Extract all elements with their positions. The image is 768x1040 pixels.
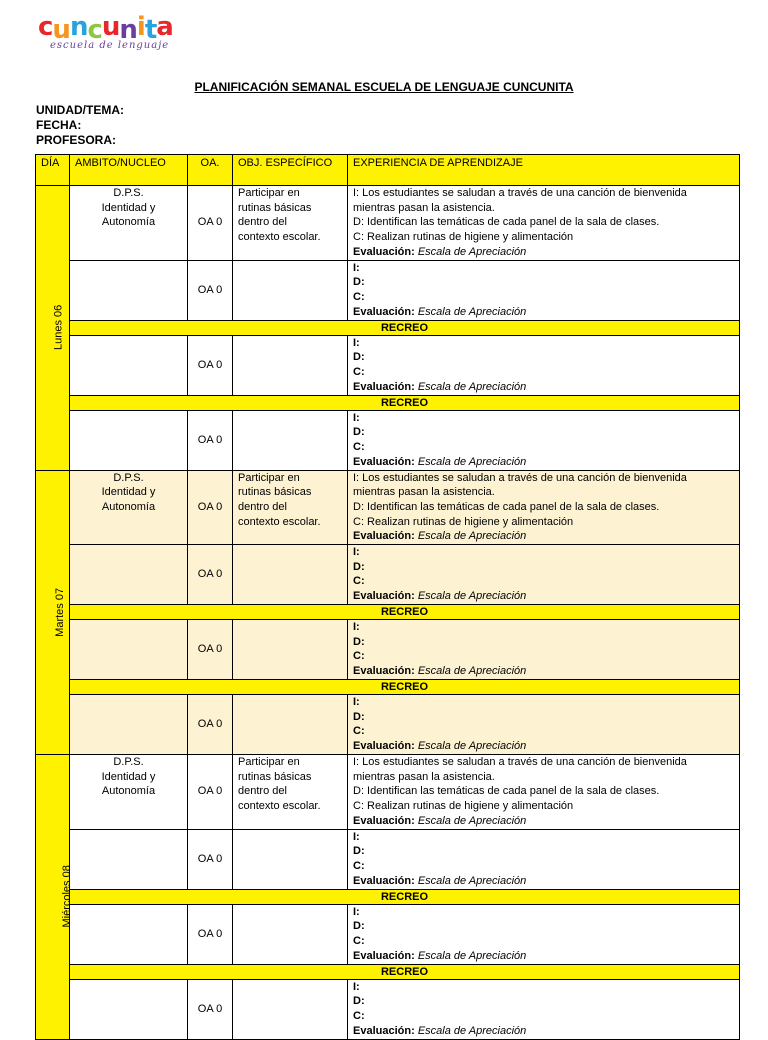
col-exp-label: EXPERIENCIA DE APRENDIZAJE bbox=[353, 157, 523, 169]
logo-letter: c bbox=[38, 12, 53, 42]
evaluacion-label: Evaluación: bbox=[353, 590, 415, 603]
recreo-cell bbox=[70, 320, 740, 335]
text-line: Identidad y bbox=[101, 770, 156, 783]
day-label: Martes 07 bbox=[54, 587, 67, 637]
recreo-cell bbox=[70, 605, 740, 620]
recreo-row bbox=[36, 964, 740, 979]
desarrollo-label: D: bbox=[353, 920, 365, 933]
oa-cell bbox=[188, 186, 233, 261]
exp-cell bbox=[348, 335, 740, 395]
ambito-cell bbox=[70, 470, 188, 545]
col-ambito bbox=[70, 155, 188, 186]
slot-row bbox=[36, 829, 740, 889]
obj-cell bbox=[233, 979, 348, 1039]
evaluacion-label: Evaluación: bbox=[353, 1024, 415, 1037]
evaluacion-value: Escala de Apreciación bbox=[417, 305, 527, 318]
recreo-label: RECREO bbox=[380, 890, 429, 903]
exp-cell bbox=[348, 470, 740, 545]
obj-cell bbox=[233, 755, 348, 830]
slot-row bbox=[36, 260, 740, 320]
logo-letter: i bbox=[136, 12, 145, 42]
col-ambito-label: AMBITO/NUCLEO bbox=[75, 157, 166, 169]
recreo-cell bbox=[70, 395, 740, 410]
recreo-row bbox=[36, 320, 740, 335]
col-dia bbox=[36, 155, 70, 186]
text-line: C: Realizan rutinas de higiene y alimentación bbox=[353, 800, 574, 813]
text-line: D: Identifican las temáticas de cada panel de la sala de clases. bbox=[353, 500, 660, 513]
evaluacion-value: Escala de Apreciación bbox=[417, 740, 527, 753]
inicio-label: I: bbox=[353, 905, 360, 918]
exp-cell bbox=[348, 695, 740, 755]
text-line: D.P.S. bbox=[113, 471, 144, 484]
slot-row bbox=[36, 410, 740, 470]
col-exp bbox=[348, 155, 740, 186]
text-line: Autonomía bbox=[101, 216, 156, 229]
text-line: dentro del bbox=[238, 216, 287, 229]
text-line: contexto escolar. bbox=[238, 231, 321, 244]
oa-value: OA 0 bbox=[197, 216, 223, 229]
oa-value: OA 0 bbox=[197, 852, 223, 865]
oa-cell bbox=[188, 620, 233, 680]
text-line: D.P.S. bbox=[113, 187, 144, 199]
oa-value: OA 0 bbox=[197, 785, 223, 798]
text-line: contexto escolar. bbox=[238, 800, 321, 813]
evaluacion-line bbox=[353, 529, 734, 544]
text-line: C: Realizan rutinas de higiene y alimentación bbox=[353, 515, 574, 528]
text-line: D.P.S. bbox=[113, 756, 144, 769]
cuncunita-logo bbox=[36, 12, 176, 52]
recreo-label: RECREO bbox=[380, 681, 429, 694]
exp-cell bbox=[348, 904, 740, 964]
slot-row bbox=[36, 755, 740, 830]
col-dia-label: DÍA bbox=[41, 157, 60, 169]
slot-row bbox=[36, 979, 740, 1039]
fecha-label: FECHA: bbox=[36, 118, 82, 132]
ambito-cell bbox=[70, 335, 188, 395]
col-oa bbox=[188, 155, 233, 186]
evaluacion-label: Evaluación: bbox=[353, 530, 415, 543]
evaluacion-label: Evaluación: bbox=[353, 455, 415, 468]
oa-cell bbox=[188, 470, 233, 545]
logo-letter: u bbox=[52, 15, 70, 45]
text-line: Autonomía bbox=[101, 785, 156, 798]
oa-cell bbox=[188, 755, 233, 830]
evaluacion-line bbox=[353, 305, 734, 320]
slot-row bbox=[36, 470, 740, 545]
obj-cell bbox=[233, 186, 348, 261]
evaluacion-label: Evaluación: bbox=[353, 814, 415, 827]
inicio-label: I: bbox=[353, 336, 360, 349]
text-line: dentro del bbox=[238, 500, 287, 513]
inicio-label: I: bbox=[353, 830, 360, 843]
evaluacion-line bbox=[353, 664, 734, 679]
evaluacion-line bbox=[353, 874, 734, 889]
obj-cell bbox=[233, 620, 348, 680]
recreo-row bbox=[36, 605, 740, 620]
text-line: Participar en bbox=[238, 471, 300, 484]
page-title: PLANIFICACIÓN SEMANAL ESCUELA DE LENGUAJE CUNCUNITA bbox=[194, 80, 574, 94]
slot-row bbox=[36, 695, 740, 755]
text-line: rutinas básicas bbox=[238, 201, 312, 214]
day-label: Miércoles 08 bbox=[60, 865, 73, 928]
day-cell bbox=[36, 755, 73, 1040]
evaluacion-value: Escala de Apreciación bbox=[417, 380, 527, 393]
ambito-cell bbox=[70, 829, 188, 889]
text-line: mientras pasan la asistencia. bbox=[353, 201, 495, 214]
obj-cell bbox=[233, 410, 348, 470]
text-line: Identidad y bbox=[101, 201, 156, 214]
evaluacion-value: Escala de Apreciación bbox=[417, 874, 527, 887]
ambito-cell bbox=[70, 695, 188, 755]
cierre-label: C: bbox=[353, 650, 365, 663]
oa-value: OA 0 bbox=[197, 283, 223, 296]
oa-value: OA 0 bbox=[197, 643, 223, 656]
obj-cell bbox=[233, 904, 348, 964]
text-line: I: Los estudiantes se saludan a través de una canción de bienvenida bbox=[353, 756, 687, 769]
evaluacion-line bbox=[353, 949, 734, 964]
evaluacion-label: Evaluación: bbox=[353, 305, 415, 318]
evaluacion-value: Escala de Apreciación bbox=[417, 530, 527, 543]
exp-cell bbox=[348, 410, 740, 470]
evaluacion-label: Evaluación: bbox=[353, 245, 415, 258]
oa-cell bbox=[188, 410, 233, 470]
evaluacion-value: Escala de Apreciación bbox=[417, 1024, 527, 1037]
recreo-row bbox=[36, 680, 740, 695]
logo-letter: n bbox=[69, 12, 88, 42]
meta-block bbox=[36, 103, 124, 148]
oa-value: OA 0 bbox=[197, 1002, 223, 1015]
exp-cell bbox=[348, 620, 740, 680]
cierre-label: C: bbox=[353, 440, 365, 453]
obj-cell bbox=[233, 335, 348, 395]
logo-letter: t bbox=[144, 15, 157, 45]
text-line: dentro del bbox=[238, 785, 287, 798]
desarrollo-label: D: bbox=[353, 710, 365, 723]
ambito-cell bbox=[70, 620, 188, 680]
logo-letter: u bbox=[101, 12, 120, 42]
ambito-cell bbox=[70, 545, 188, 605]
evaluacion-label: Evaluación: bbox=[353, 949, 415, 962]
oa-value: OA 0 bbox=[197, 433, 223, 446]
text-line: Participar en bbox=[238, 187, 300, 199]
exp-cell bbox=[348, 186, 740, 261]
ambito-cell bbox=[70, 979, 188, 1039]
cierre-label: C: bbox=[353, 859, 365, 872]
oa-cell bbox=[188, 695, 233, 755]
cierre-label: C: bbox=[353, 725, 365, 738]
cierre-label: C: bbox=[353, 1009, 365, 1022]
cierre-label: C: bbox=[353, 365, 365, 378]
recreo-cell bbox=[70, 889, 740, 904]
evaluacion-line bbox=[353, 739, 734, 754]
ambito-cell bbox=[70, 755, 188, 830]
text-line: D: Identifican las temáticas de cada panel de la sala de clases. bbox=[353, 216, 660, 229]
text-line: Participar en bbox=[238, 756, 300, 769]
text-line: Autonomía bbox=[101, 500, 156, 513]
inicio-label: I: bbox=[353, 696, 360, 709]
evaluacion-line bbox=[353, 589, 734, 604]
ambito-cell bbox=[70, 904, 188, 964]
evaluacion-value: Escala de Apreciación bbox=[417, 949, 527, 962]
ambito-cell bbox=[70, 186, 188, 261]
desarrollo-label: D: bbox=[353, 560, 365, 573]
oa-cell bbox=[188, 545, 233, 605]
oa-cell bbox=[188, 904, 233, 964]
slot-row bbox=[36, 545, 740, 605]
evaluacion-value: Escala de Apreciación bbox=[417, 590, 527, 603]
recreo-label: RECREO bbox=[380, 321, 429, 334]
obj-cell bbox=[233, 695, 348, 755]
ambito-cell bbox=[70, 410, 188, 470]
text-line: C: Realizan rutinas de higiene y alimentación bbox=[353, 231, 574, 244]
text-line: rutinas básicas bbox=[238, 770, 312, 783]
text-line: D: Identifican las temáticas de cada panel de la sala de clases. bbox=[353, 785, 660, 798]
inicio-label: I: bbox=[353, 980, 360, 993]
text-line: I: Los estudiantes se saludan a través de una canción de bienvenida bbox=[353, 187, 687, 199]
oa-value: OA 0 bbox=[197, 358, 223, 371]
text-line: I: Los estudiantes se saludan a través de una canción de bienvenida bbox=[353, 471, 687, 484]
obj-cell bbox=[233, 829, 348, 889]
text-line: contexto escolar. bbox=[238, 515, 321, 528]
desarrollo-label: D: bbox=[353, 845, 365, 858]
text-line: Identidad y bbox=[101, 486, 156, 499]
inicio-label: I: bbox=[353, 546, 360, 559]
evaluacion-label: Evaluación: bbox=[353, 665, 415, 678]
inicio-label: I: bbox=[353, 411, 360, 424]
slot-row bbox=[36, 335, 740, 395]
obj-cell bbox=[233, 545, 348, 605]
table-header-row bbox=[36, 155, 740, 186]
ambito-cell bbox=[70, 260, 188, 320]
recreo-cell bbox=[70, 964, 740, 979]
text-line: mientras pasan la asistencia. bbox=[353, 486, 495, 499]
oa-value: OA 0 bbox=[197, 718, 223, 731]
exp-cell bbox=[348, 979, 740, 1039]
evaluacion-label: Evaluación: bbox=[353, 874, 415, 887]
day-cell bbox=[36, 470, 70, 755]
weekly-plan-table bbox=[35, 154, 740, 1040]
evaluacion-value: Escala de Apreciación bbox=[417, 455, 527, 468]
desarrollo-label: D: bbox=[353, 635, 365, 648]
exp-cell bbox=[348, 755, 740, 830]
col-obj-label: OBJ. ESPECÍFICO bbox=[238, 157, 333, 169]
unidad-label: UNIDAD/TEMA: bbox=[36, 103, 124, 117]
desarrollo-label: D: bbox=[353, 995, 365, 1008]
col-obj bbox=[233, 155, 348, 186]
cierre-label: C: bbox=[353, 290, 365, 303]
text-line: rutinas básicas bbox=[238, 486, 312, 499]
recreo-cell bbox=[70, 680, 740, 695]
oa-cell bbox=[188, 335, 233, 395]
day-label: Lunes 06 bbox=[52, 305, 65, 351]
evaluacion-line bbox=[353, 814, 734, 829]
evaluacion-value: Escala de Apreciación bbox=[417, 245, 527, 258]
obj-cell bbox=[233, 260, 348, 320]
exp-cell bbox=[348, 829, 740, 889]
logo-letter: a bbox=[156, 12, 173, 42]
inicio-label: I: bbox=[353, 621, 360, 634]
exp-cell bbox=[348, 260, 740, 320]
evaluacion-value: Escala de Apreciación bbox=[417, 665, 527, 678]
day-cell bbox=[36, 186, 70, 471]
evaluacion-line bbox=[353, 380, 734, 395]
oa-cell bbox=[188, 829, 233, 889]
exp-cell bbox=[348, 545, 740, 605]
logo-subtitle: escuela de lenguaje bbox=[50, 40, 170, 51]
recreo-label: RECREO bbox=[380, 396, 429, 409]
evaluacion-label: Evaluación: bbox=[353, 740, 415, 753]
profesora-label: PROFESORA: bbox=[36, 133, 117, 147]
recreo-row bbox=[36, 889, 740, 904]
logo-letter: c bbox=[87, 15, 102, 45]
logo-letter: n bbox=[119, 15, 137, 45]
oa-cell bbox=[188, 979, 233, 1039]
cierre-label: C: bbox=[353, 934, 365, 947]
oa-value: OA 0 bbox=[197, 568, 223, 581]
cierre-label: C: bbox=[353, 575, 365, 588]
evaluacion-line bbox=[353, 455, 734, 470]
obj-cell bbox=[233, 470, 348, 545]
desarrollo-label: D: bbox=[353, 351, 365, 364]
evaluacion-line bbox=[353, 245, 734, 260]
evaluacion-value: Escala de Apreciación bbox=[417, 814, 527, 827]
desarrollo-label: D: bbox=[353, 426, 365, 439]
oa-value: OA 0 bbox=[197, 500, 223, 513]
evaluacion-line bbox=[353, 1024, 734, 1039]
slot-row bbox=[36, 620, 740, 680]
recreo-label: RECREO bbox=[380, 965, 429, 978]
oa-value: OA 0 bbox=[197, 927, 223, 940]
slot-row bbox=[36, 904, 740, 964]
slot-row bbox=[36, 186, 740, 261]
evaluacion-label: Evaluación: bbox=[353, 380, 415, 393]
recreo-row bbox=[36, 395, 740, 410]
inicio-label: I: bbox=[353, 261, 360, 274]
recreo-label: RECREO bbox=[380, 606, 429, 619]
oa-cell bbox=[188, 260, 233, 320]
text-line: mientras pasan la asistencia. bbox=[353, 770, 495, 783]
col-oa-label: OA. bbox=[200, 157, 220, 169]
logo-wordmark bbox=[38, 12, 173, 45]
desarrollo-label: D: bbox=[353, 276, 365, 289]
